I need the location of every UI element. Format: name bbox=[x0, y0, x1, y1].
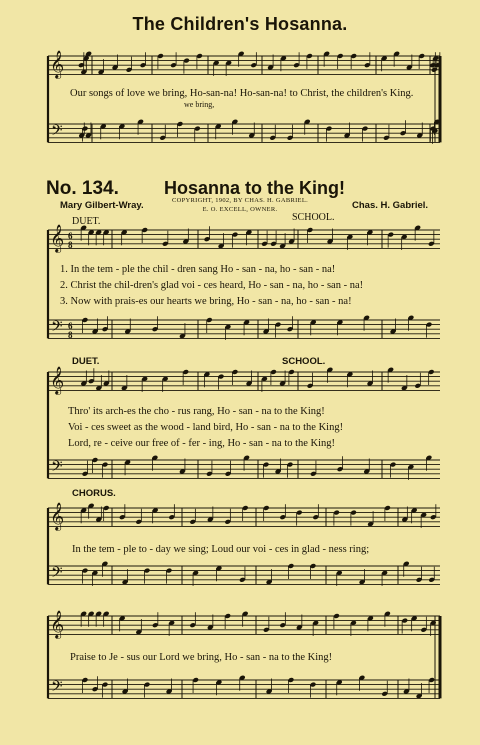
copyright-line-1: COPYRIGHT, 1902, BY CHAS. H. GABRIEL. bbox=[171, 197, 309, 204]
time-signature: 6 bbox=[68, 321, 73, 331]
system1-verses bbox=[60, 262, 363, 310]
bass-clef: 𝄢 bbox=[51, 458, 63, 479]
time-signature: 8 bbox=[68, 240, 73, 250]
system2-verse-3: Lord, re - ceive our free of - fer - ing, Ho - san - na to the King! bbox=[68, 438, 336, 449]
treble-clef: 𝄞 bbox=[50, 50, 65, 78]
treble-clef: 𝄞 bbox=[50, 366, 65, 394]
hymn-composer: Chas. H. Gabriel. bbox=[352, 200, 429, 211]
bass-clef: 𝄢 bbox=[51, 122, 63, 143]
system2-duet-label: DUET. bbox=[72, 356, 100, 367]
system1-duet-label: DUET. bbox=[72, 216, 101, 227]
treble-clef: 𝄞 bbox=[50, 502, 65, 530]
treble-clef: 𝄞 bbox=[50, 224, 65, 252]
system4-lyric: Praise to Je - sus our Lord we bring, Ho - san - na to the King! bbox=[70, 652, 333, 663]
top-hymn-title: The Children's Hosanna. bbox=[132, 14, 348, 34]
time-signature: 6 bbox=[68, 231, 73, 241]
system2-verses bbox=[68, 404, 343, 452]
treble-clef: 𝄞 bbox=[50, 610, 65, 638]
hymn-title: Hosanna to the King! bbox=[164, 178, 345, 198]
system2-verse-1: Thro' its arch-es the cho - rus rang, Ho - san - na to the King! bbox=[68, 406, 325, 417]
time-signature: 8 bbox=[68, 330, 73, 340]
top-hymn-lyric: Our songs of love we bring, Ho-san-na! Ho-san-na! to Christ, the children's King. bbox=[70, 88, 414, 99]
system2-verse-2: Voi - ces sweet as the wood - land bird, Ho - san - na to the King! bbox=[68, 422, 344, 433]
copyright-line-2: E. O. EXCELL, OWNER. bbox=[202, 206, 278, 213]
top-hymn-small-lyric: we bring, bbox=[184, 100, 215, 109]
bass-clef: 𝄢 bbox=[51, 318, 63, 339]
hymn-number: No. 134. bbox=[46, 178, 119, 199]
system2-school-label: SCHOOL. bbox=[282, 356, 326, 367]
system3-lyric: In the tem - ple to - day we sing; Loud our voi - ces in glad - ness ring; bbox=[72, 544, 370, 555]
system1-verse-1: 1. In the tem - ple the chil - dren sang Ho - san - na, ho - san - na! bbox=[60, 264, 336, 275]
bass-clef: 𝄢 bbox=[51, 564, 63, 585]
system1-verse-2: 2. Christ the chil-dren's glad voi - ces heard, Ho - san - na, ho - san - na! bbox=[60, 280, 364, 291]
bass-clef: 𝄢 bbox=[51, 678, 63, 699]
chorus-label: CHORUS. bbox=[72, 488, 116, 499]
system1-verse-3: 3. Now with prais-es our hearts we bring, Ho - san - na, ho - san - na! bbox=[60, 296, 352, 307]
system1-school-label: SCHOOL. bbox=[292, 212, 335, 223]
hymn-author: Mary Gilbert-Wray. bbox=[60, 200, 144, 211]
